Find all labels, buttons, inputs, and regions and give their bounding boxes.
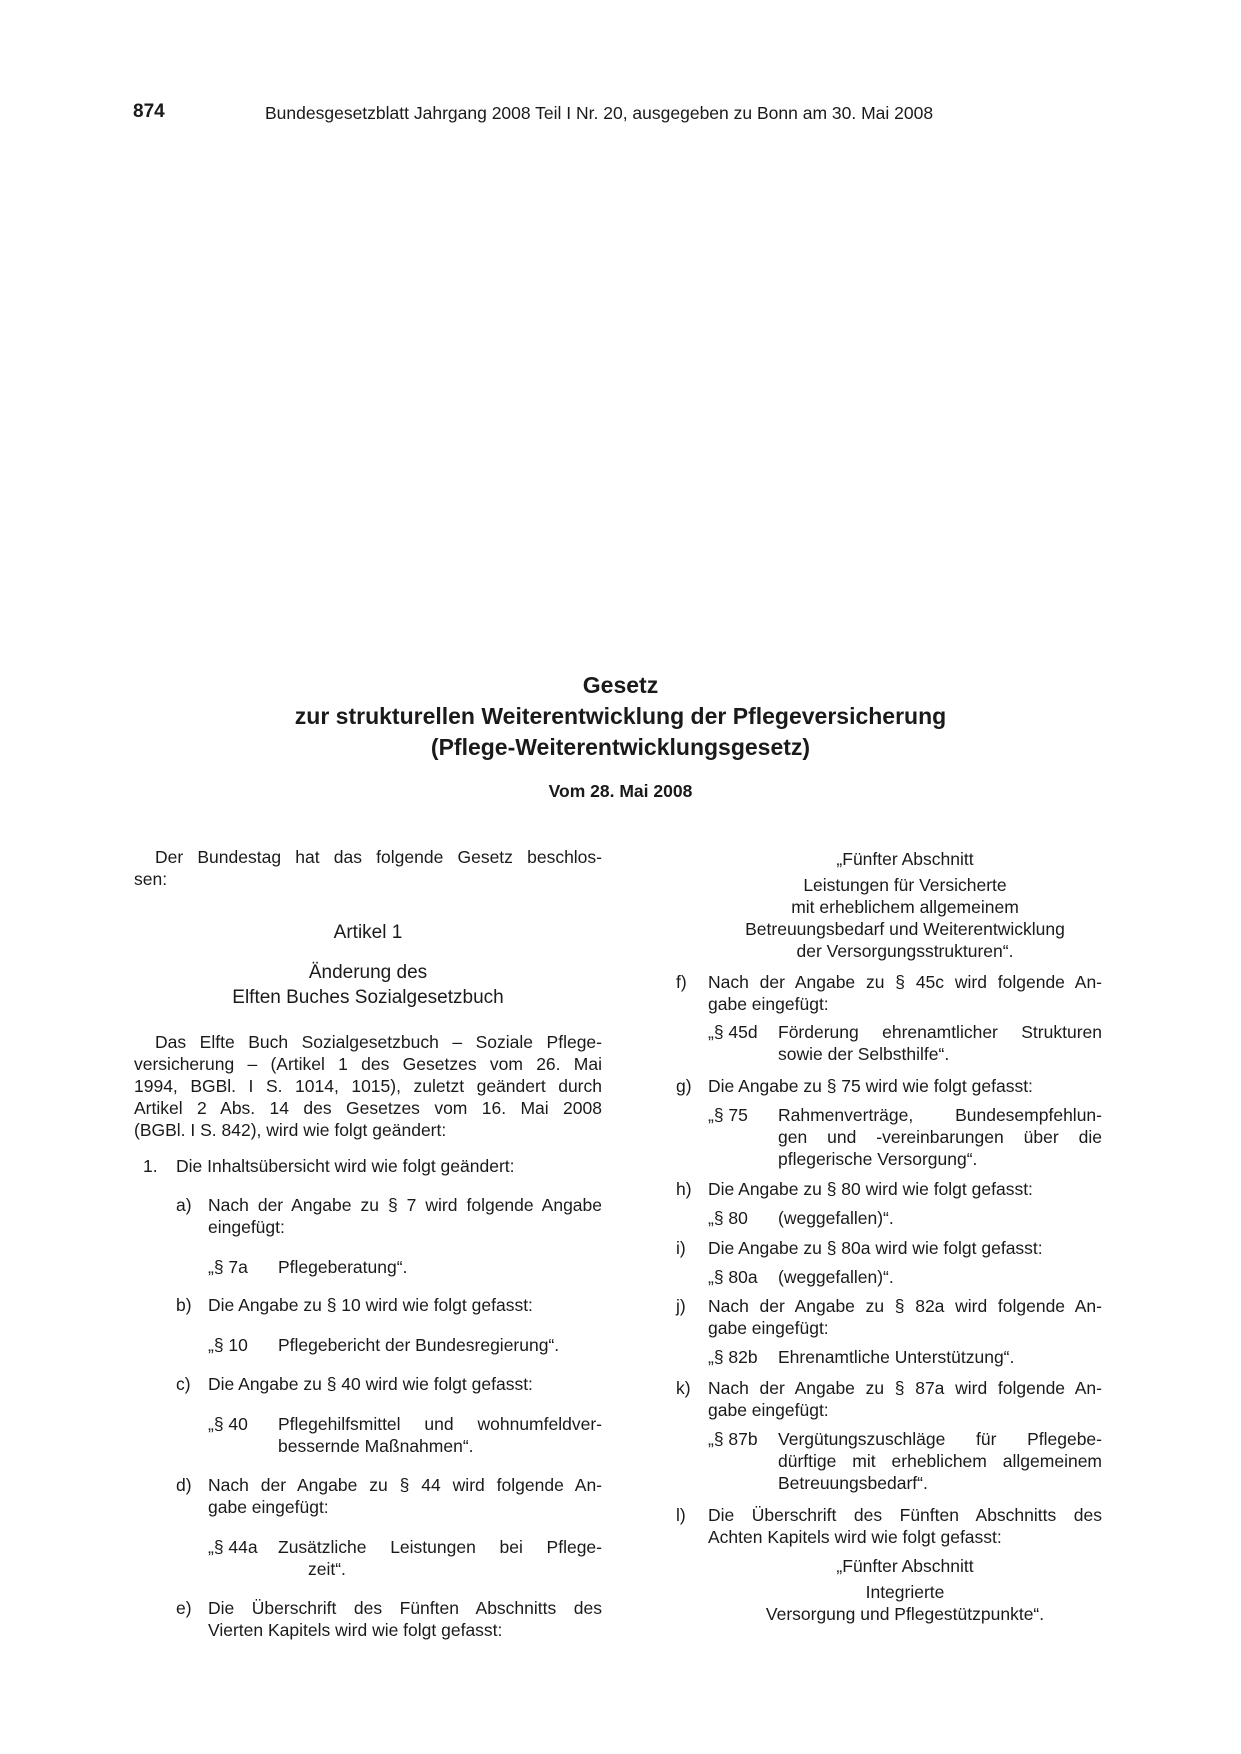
sub-item-text: Vierten Kapitels wird wie folgt gefasst: [208,1620,503,1640]
sub-item-label: c) [176,1374,191,1394]
section-title: pflegerische Versorgung“. [778,1149,978,1169]
intro-line-2: sen: [134,869,168,889]
section-title: bessernde Maßnahmen“. [278,1436,474,1456]
section-number: „§ 87b [708,1429,758,1449]
page-number: 874 [133,101,165,122]
para-line: Artikel 2 Abs. 14 des Gesetzes vom 16. Mai 2008 [134,1098,602,1118]
section-number: „§ 80a [708,1267,758,1287]
intro-line-1: Der Bundestag hat das folgende Gesetz beschlos- [155,847,602,867]
item-text: Die Inhaltsübersicht wird wie folgt geändert: [176,1156,515,1176]
sub-item-text: Die Angabe zu § 80a wird wie folgt gefasst: [708,1238,1043,1258]
law-date: Vom 28. Mai 2008 [548,781,693,801]
section-title: (weggefallen)“. [778,1208,894,1228]
section-title: Ehrenamtliche Unterstützung“. [778,1347,1015,1367]
para-line: Das Elfte Buch Sozialgesetzbuch – Soziale Pflege- [155,1032,602,1052]
quoted-heading: „Fünfter Abschnitt [836,1556,974,1576]
artikel-heading: Artikel 1 [333,922,403,943]
sub-item-text: Nach der Angabe zu § 7 wird folgende Angabe [208,1195,602,1215]
section-title: Pflegebericht der Bundesregierung“. [278,1335,560,1355]
law-short-title: (Pflege-Weiterentwicklungsgesetz) [430,734,811,760]
quoted-heading: Betreuungsbedarf und Weiterentwicklung [745,919,1065,939]
section-title: Betreuungsbedarf“. [778,1473,928,1493]
sub-item-text: Achten Kapitels wird wie folgt gefasst: [708,1527,1002,1547]
section-title: dürftige mit erheblichem allgemeinem [778,1451,1102,1471]
quoted-heading: „Fünfter Abschnitt [836,849,974,869]
section-number: „§ 82b [708,1347,758,1367]
quoted-heading: Versorgung und Pflegestützpunkte“. [765,1604,1045,1624]
section-number: „§ 75 [708,1105,748,1125]
quoted-heading: der Versorgungsstrukturen“. [796,941,1014,961]
sub-item-text: Die Angabe zu § 40 wird wie folgt gefasst: [208,1374,533,1394]
section-number: „§ 45d [708,1022,758,1042]
section-title: zeit“. [308,1559,346,1579]
para-line: (BGBl. I S. 842), wird wie folgt geändert: [134,1120,447,1140]
sub-item-text: gabe eingefügt: [708,1318,829,1338]
item-number: 1. [143,1156,158,1176]
section-number: „§ 40 [208,1414,248,1434]
section-title: Rahmenverträge, Bundesempfehlun- [778,1105,1102,1125]
sub-item-text: Nach der Angabe zu § 87a wird folgende An- [708,1378,1102,1398]
sub-item-text: Die Angabe zu § 75 wird wie folgt gefasst: [708,1076,1033,1096]
para-line: versicherung – (Artikel 1 des Gesetzes vom 26. Mai [134,1054,602,1074]
sub-item-label: f) [676,972,687,992]
section-title: Pflegehilfsmittel und wohnumfeldver- [278,1414,602,1434]
sub-item-label: j) [676,1296,686,1316]
artikel-title-line-2: Elften Buches Sozialgesetzbuch [232,987,504,1008]
quoted-heading: mit erheblichem allgemeinem [791,897,1019,917]
sub-item-label: i) [676,1238,686,1258]
sub-item-text: Nach der Angabe zu § 45c wird folgende An- [708,972,1102,992]
sub-item-label: d) [176,1475,192,1495]
artikel-title-line-1: Änderung des [308,962,428,983]
quoted-heading: Integrierte [865,1582,945,1602]
section-title: Förderung ehrenamtlicher Strukturen [778,1022,1102,1042]
sub-item-label: b) [176,1295,192,1315]
sub-item-text: Die Überschrift des Fünften Abschnitts des [708,1505,1102,1525]
sub-item-label: e) [176,1598,192,1618]
sub-item-text: gabe eingefügt: [208,1497,329,1517]
section-number: „§ 44a [208,1537,258,1557]
law-title: Gesetz [582,672,659,698]
section-number: „§ 10 [208,1335,248,1355]
running-title: Bundesgesetzblatt Jahrgang 2008 Teil I Nr. 20, ausgegeben zu Bonn am 30. Mai 2008 [265,103,934,123]
section-number: „§ 7a [208,1257,248,1277]
section-title: Vergütungszuschläge für Pflegebe- [778,1429,1102,1449]
law-title-line2: zur strukturellen Weiterentwicklung der Pflegeversicherung [294,703,947,729]
quoted-heading: Leistungen für Versicherte [803,875,1007,895]
sub-item-label: a) [176,1195,192,1215]
sub-item-text: Die Angabe zu § 10 wird wie folgt gefasst: [208,1295,533,1315]
sub-item-text: Die Angabe zu § 80 wird wie folgt gefasst: [708,1179,1033,1199]
sub-item-label: h) [676,1179,692,1199]
sub-item-text: gabe eingefügt: [708,994,829,1014]
sub-item-label: l) [676,1505,686,1525]
sub-item-text: gabe eingefügt: [708,1400,829,1420]
section-title: (weggefallen)“. [778,1267,894,1287]
sub-item-label: k) [676,1378,691,1398]
section-title: sowie der Selbsthilfe“. [778,1044,950,1064]
section-title: gen und -vereinbarungen über die [778,1127,1102,1147]
section-title: Pflegeberatung“. [278,1257,408,1277]
sub-item-label: g) [676,1076,692,1096]
sub-item-text: Nach der Angabe zu § 82a wird folgende An- [708,1296,1102,1316]
sub-item-text: Nach der Angabe zu § 44 wird folgende An- [208,1475,602,1495]
section-title: Zusätzliche Leistungen bei Pflege- [278,1537,602,1557]
para-line: 1994, BGBl. I S. 1014, 1015), zuletzt geändert durch [134,1076,602,1096]
sub-item-text: Die Überschrift des Fünften Abschnitts des [208,1598,602,1618]
section-number: „§ 80 [708,1208,748,1228]
sub-item-text: eingefügt: [208,1217,285,1237]
